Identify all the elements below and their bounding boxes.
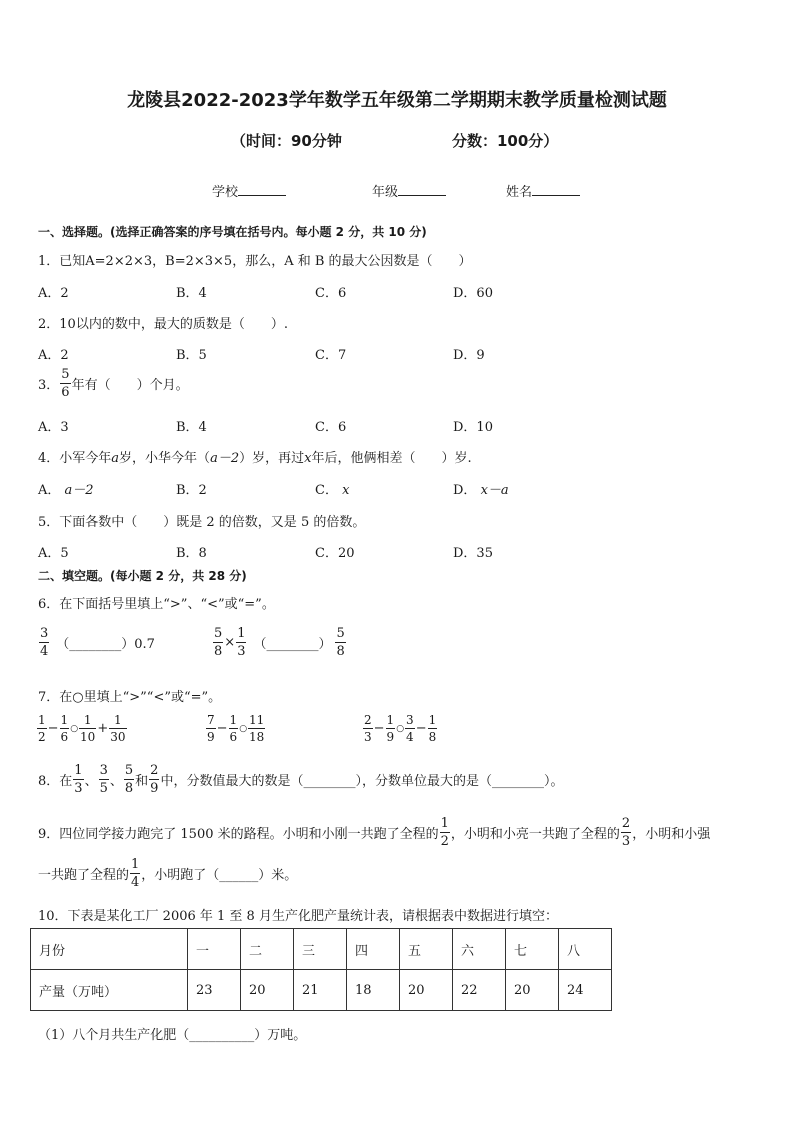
- q6-stem: 6．在下面括号里填上“>”、“<”或“=”。: [38, 597, 275, 612]
- table-header-cell: 四: [347, 929, 400, 970]
- table-row: [31, 970, 612, 1011]
- q5-stem: 5．下面各数中（ ）既是 2 的倍数，又是 5 的倍数。: [38, 515, 366, 530]
- q9-stem-line2: 一共跑了全程的 $\frac{1}{4}$ ，小明跑了（______）米。: [38, 857, 298, 890]
- fraction: $\frac{5}{6}$: [61, 367, 70, 400]
- table-cell: 20: [400, 970, 453, 1011]
- q2-option-d: D．9: [453, 348, 485, 363]
- q3-option-d: D．10: [453, 420, 493, 435]
- score-label: 分数：100分）: [452, 132, 559, 150]
- q2-stem: 2．10以内的数中，最大的质数是（ ）.: [38, 317, 288, 332]
- q3-option-a: A．3: [38, 420, 69, 435]
- table-header-cell: 七: [506, 929, 559, 970]
- production-table: [30, 928, 612, 1011]
- q7-expression-1: $\frac{1}{2}$ − $\frac{1}{6}$ ○ $\frac{1}{10}$ + $\frac{1}{30}$: [38, 713, 126, 744]
- table-header-cell: 五: [400, 929, 453, 970]
- q5-option-a: A．5: [38, 546, 69, 561]
- table-cell: 产量（万吨）: [31, 970, 188, 1011]
- table-row: [31, 929, 612, 970]
- name-field: 姓名: [506, 181, 580, 200]
- time-label: （时间：90分钟: [231, 132, 342, 150]
- q1-stem: 1．已知A=2×2×3，B=2×3×5，那么，A 和 B 的最大公因数是（ ）: [38, 254, 472, 269]
- table-cell: 24: [559, 970, 612, 1011]
- q3-stem: 3． $\frac{5}{6}$ 年有（ ）个月。: [38, 367, 189, 400]
- q8-stem: 8．在 $\frac{1}{3}$ 、 $\frac{3}{5}$ 、 $\frac{5}{8}$ 和 $\frac{2}{9}$ 中，分数值最大的数是（________），分数单位最大的是（________）。: [38, 763, 564, 796]
- table-cell: 23: [188, 970, 241, 1011]
- table-cell: 22: [453, 970, 506, 1011]
- q10-sub1: （1）八个月共生产化肥（__________）万吨。: [38, 1028, 307, 1043]
- q3-option-c: C．6: [315, 420, 347, 435]
- table-header-cell: 八: [559, 929, 612, 970]
- table-cell: 20: [241, 970, 294, 1011]
- q4-option-a: A． a－2: [38, 483, 94, 498]
- q4-option-b: B．2: [176, 483, 207, 498]
- q4-option-d: D． x－a: [453, 483, 509, 498]
- table-header-cell: 一: [188, 929, 241, 970]
- q9-stem-line1: 9．四位同学接力跑完了 1500 米的路程。小明和小刚一共跑了全程的 $\frac{1}{2}$ ，小明和小亮一共跑了全程的 $\frac{2}{3}$ ，小明和小强: [38, 816, 711, 849]
- q2-option-b: B．5: [176, 348, 207, 363]
- q6-expression-2: $\frac{5}{8}$ × $\frac{1}{3}$ （________） $\frac{5}{8}$: [214, 626, 345, 659]
- q5-option-b: B．8: [176, 546, 207, 561]
- q2-option-a: A．2: [38, 348, 69, 363]
- table-header-cell: 六: [453, 929, 506, 970]
- table-cell: 18: [347, 970, 400, 1011]
- table-header-cell: 月份: [31, 929, 188, 970]
- q3-option-b: B．4: [176, 420, 207, 435]
- grade-field: 年级: [372, 181, 446, 200]
- table-header-cell: 二: [241, 929, 294, 970]
- q7-expression-2: $\frac{7}{9}$ − $\frac{1}{6}$ ○ $\frac{11}{18}$: [207, 713, 265, 744]
- q2-option-c: C．7: [315, 348, 347, 363]
- q4-option-c: C． x: [315, 483, 350, 498]
- table-header-cell: 三: [294, 929, 347, 970]
- table-cell: 21: [294, 970, 347, 1011]
- section2-heading: 二、填空题。(每小题 2 分，共 28 分): [38, 569, 247, 583]
- page-title: 龙陵县2022-2023学年数学五年级第二学期期末教学质量检测试题: [127, 90, 667, 111]
- q1-option-a: A．2: [38, 286, 69, 301]
- section1-heading: 一、选择题。(选择正确答案的序号填在括号内。每小题 2 分，共 10 分): [38, 225, 427, 239]
- q10-stem: 10．下表是某化工厂 2006 年 1 至 8 月生产化肥产量统计表，请根据表中数据进行填空：: [38, 909, 558, 924]
- q6-expression-1: $\frac{3}{4}$ （________）0.7: [40, 626, 155, 659]
- q1-option-b: B．4: [176, 286, 207, 301]
- q1-option-d: D．60: [453, 286, 493, 301]
- school-field: 学校: [212, 181, 286, 200]
- table-cell: 20: [506, 970, 559, 1011]
- q7-stem: 7．在○里填上“>”“<”或“=”。: [38, 690, 222, 705]
- q5-option-c: C．20: [315, 546, 355, 561]
- q5-option-d: D．35: [453, 546, 493, 561]
- q1-option-c: C．6: [315, 286, 347, 301]
- q7-expression-3: $\frac{2}{3}$ − $\frac{1}{9}$ ○ $\frac{3}{4}$ − $\frac{1}{8}$: [364, 713, 437, 744]
- q4-stem: 4．小军今年a岁，小华今年（a－2）岁，再过x年后，他俩相差（ ）岁.: [38, 451, 472, 466]
